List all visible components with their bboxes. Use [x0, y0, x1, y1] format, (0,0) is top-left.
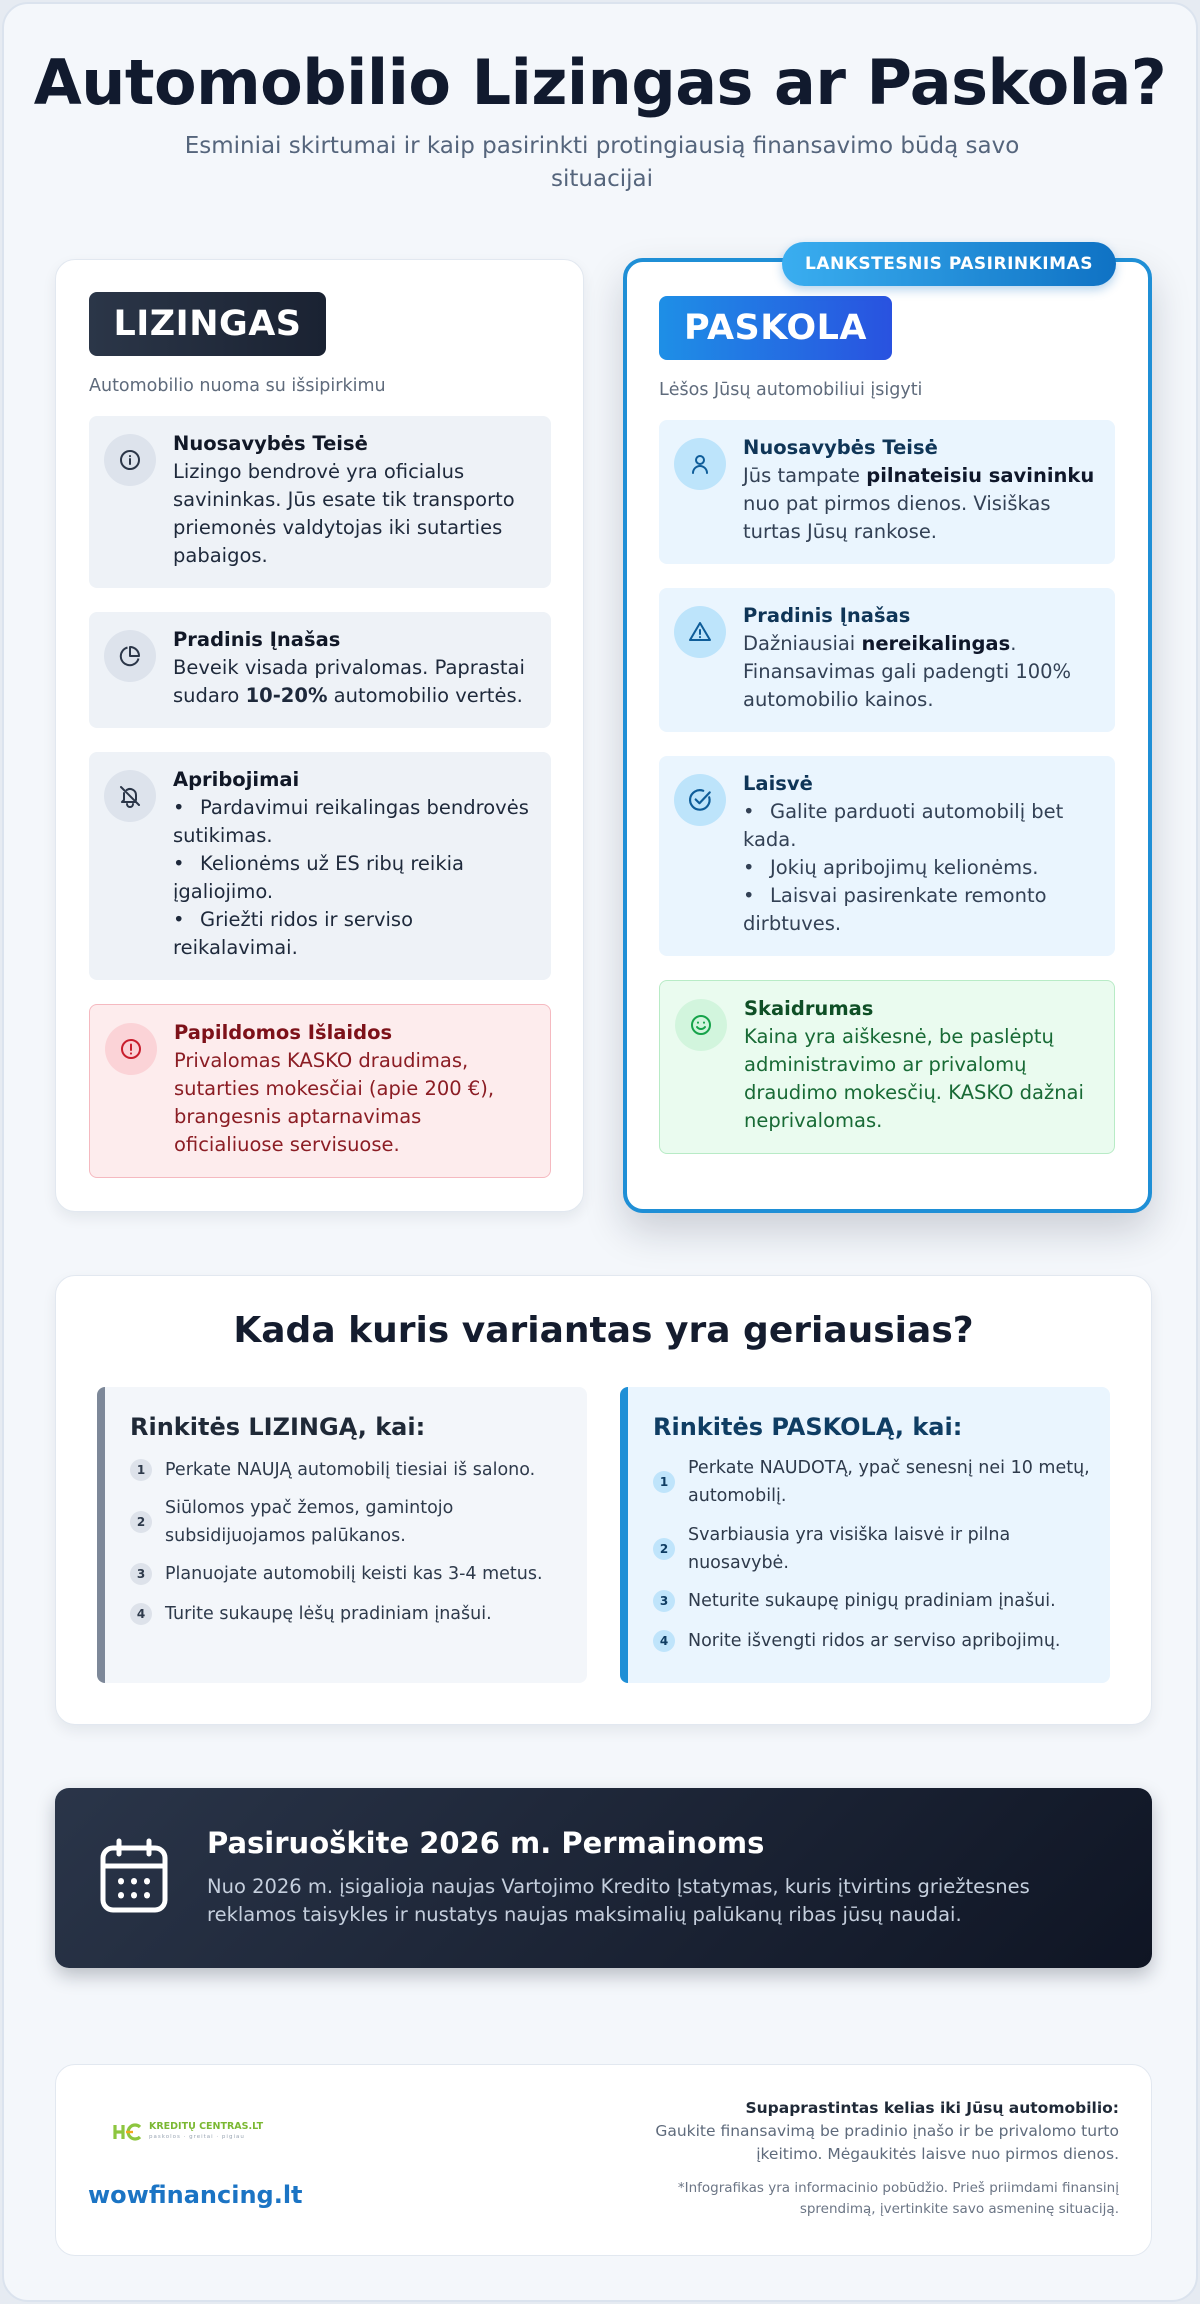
check-circle-icon — [674, 774, 726, 826]
calendar-icon — [99, 1838, 169, 1918]
leasing-extra-costs-card — [89, 1004, 551, 1178]
user-icon — [674, 438, 726, 490]
loan-tag: PASKOLA — [659, 296, 892, 360]
list-item: 4 Norite išvengti ridos ar serviso apribojimų. — [653, 1627, 1090, 1655]
number-badge: 2 — [130, 1511, 152, 1533]
alert-circle-icon — [105, 1023, 157, 1075]
number-badge: 4 — [130, 1603, 152, 1625]
list-item: 1 Perkate NAUJĄ automobilį tiesiai iš salono. — [130, 1456, 567, 1484]
logo-text: KREDITŲ CENTRAS.LT — [149, 2121, 264, 2132]
card-text: Privalomas KASKO draudimas, sutarties mokesčiai (apie 200 €), brangesnis aptarnavimas oficialiuose servisuose. — [174, 1049, 495, 1156]
panel-title: Kada kuris variantas yra geriausias? — [233, 1310, 974, 1351]
kreditu-centras-logo[interactable] — [112, 2121, 263, 2143]
loan-transparency-card — [659, 980, 1115, 1154]
banner-text: Nuo 2026 m. įsigalioja naujas Vartojimo Kredito Įstatymas, kuris įtvirtins griežtesnes reklamos taisykles ir nustatys naujas maksimalių palūkanų ribas jūsų naudai. — [207, 1875, 1030, 1926]
choose-loan-box — [620, 1387, 1110, 1683]
page-title: Automobilio Lizingas ar Paskola? — [33, 46, 1167, 119]
number-badge: 1 — [130, 1459, 152, 1481]
card-text: Kaina yra aiškesnė, be paslėptų administravimo ar privalomų draudimo mokesčių. KASKO dažnai neprivalomas. — [744, 1025, 1084, 1132]
loan-downpayment-card — [659, 588, 1115, 732]
leasing-restrictions-card — [89, 752, 551, 980]
info-icon — [104, 434, 156, 486]
choose-loan-title: Rinkitės PASKOLĄ, kai: — [653, 1413, 963, 1441]
list-item: 1 Perkate NAUDOTĄ, ypač senesnį nei 10 metų, automobilį. — [653, 1454, 1090, 1510]
card-title: Pradinis Įnašas — [173, 628, 341, 651]
warning-triangle-icon — [674, 606, 726, 658]
card-title: Papildomos Išlaidos — [174, 1021, 393, 1044]
smile-icon — [675, 999, 727, 1051]
pie-chart-icon — [104, 630, 156, 682]
site-link[interactable]: wowfinancing.lt — [88, 2181, 303, 2209]
card-title: Apribojimai — [173, 768, 300, 791]
choose-leasing-title: Rinkitės LIZINGĄ, kai: — [130, 1413, 426, 1441]
logo-mark-icon — [112, 2121, 146, 2143]
loan-ownership-card — [659, 420, 1115, 564]
disclaimer: *Infografikas yra informacinio pobūdžio. Prieš priimdami finansinį sprendimą, įvertinkite savo asmeninę situaciją. — [677, 2180, 1119, 2217]
list-item: 3 Planuojate automobilį keisti kas 3-4 metus. — [130, 1560, 567, 1588]
card-title: Nuosavybės Teisė — [743, 436, 938, 459]
list-item: 4 Turite sukaupę lėšų pradiniam įnašui. — [130, 1600, 567, 1628]
choose-leasing-box — [97, 1387, 587, 1683]
list-item: 2 Siūlomos ypač žemos, gamintojo subsidijuojamos palūkanos. — [130, 1494, 567, 1550]
footer — [55, 2064, 1152, 2256]
list-item: • Laisvai pasirenkate remonto dirbtuves. — [743, 882, 1101, 938]
number-badge: 4 — [653, 1630, 675, 1652]
number-badge: 3 — [653, 1590, 675, 1612]
loan-column — [623, 258, 1152, 1213]
number-badge: 3 — [130, 1563, 152, 1585]
notice-banner — [55, 1788, 1152, 1968]
leasing-tag: LIZINGAS — [89, 292, 326, 356]
footer-summary-text: Gaukite finansavimą be pradinio įnašo ir be privalomo turto įkeitimo. Mėgaukitės laisve nuo pirmos dienos. — [655, 2122, 1119, 2163]
card-text: Jūs tampate pilnateisiu savininku nuo pat pirmos dienos. Visiškas turtas Jūsų rankose. — [743, 464, 1095, 543]
card-title: Skaidrumas — [744, 997, 874, 1020]
card-title: Nuosavybės Teisė — [173, 432, 368, 455]
list-item: • Jokių apribojimų kelionėms. — [743, 854, 1101, 882]
card-title: Laisvė — [743, 772, 813, 795]
list-item: • Galite parduoti automobilį bet kada. — [743, 798, 1101, 854]
bell-off-icon — [104, 770, 156, 822]
loan-freedom-card — [659, 756, 1115, 956]
page-subtitle: Esminiai skirtumai ir kaip pasirinkti protingiausią finansavimo būdą savo situacijai — [184, 133, 1020, 192]
footer-summary — [599, 2097, 1119, 2220]
recommended-badge: LANKSTESNIS PASIRINKIMAS — [782, 242, 1116, 286]
leasing-column — [55, 259, 584, 1212]
card-text: Dažniausiai nereikalingas. Finansavimas gali padengti 100% automobilio kainos. — [743, 632, 1072, 711]
comparison-panel — [55, 1275, 1152, 1725]
leasing-ownership-card — [89, 416, 551, 588]
list-item: 3 Neturite sukaupę pinigų pradiniam įnašui. — [653, 1587, 1090, 1615]
logo-tagline: paskolos · greitai · pigiau — [149, 2134, 245, 2140]
list-item: • Pardavimui reikalingas bendrovės sutikimas. — [173, 794, 537, 850]
card-title: Pradinis Įnašas — [743, 604, 911, 627]
card-text: Lizingo bendrovė yra oficialus savininkas. Jūs esate tik transporto priemonės valdytojas iki sutarties pabaigos. — [173, 460, 515, 567]
card-text: Beveik visada privalomas. Paprastai sudaro 10-20% automobilio vertės. — [173, 656, 525, 707]
infographic-page — [2, 2, 1198, 2302]
footer-summary-title: Supaprastintas kelias iki Jūsų automobilio: — [745, 2099, 1119, 2117]
leasing-subtitle: Automobilio nuoma su išsipirkimu — [89, 376, 386, 396]
list-item: 2 Svarbiausia yra visiška laisvė ir pilna nuosavybė. — [653, 1521, 1090, 1577]
leasing-downpayment-card — [89, 612, 551, 728]
list-item: • Griežti ridos ir serviso reikalavimai. — [173, 906, 537, 962]
number-badge: 2 — [653, 1538, 675, 1560]
list-item: • Kelionėms už ES ribų reikia įgaliojimo. — [173, 850, 537, 906]
number-badge: 1 — [653, 1471, 675, 1493]
loan-subtitle: Lėšos Jūsų automobiliui įsigyti — [659, 380, 923, 400]
banner-title: Pasiruoškite 2026 m. Permainoms — [207, 1826, 765, 1860]
